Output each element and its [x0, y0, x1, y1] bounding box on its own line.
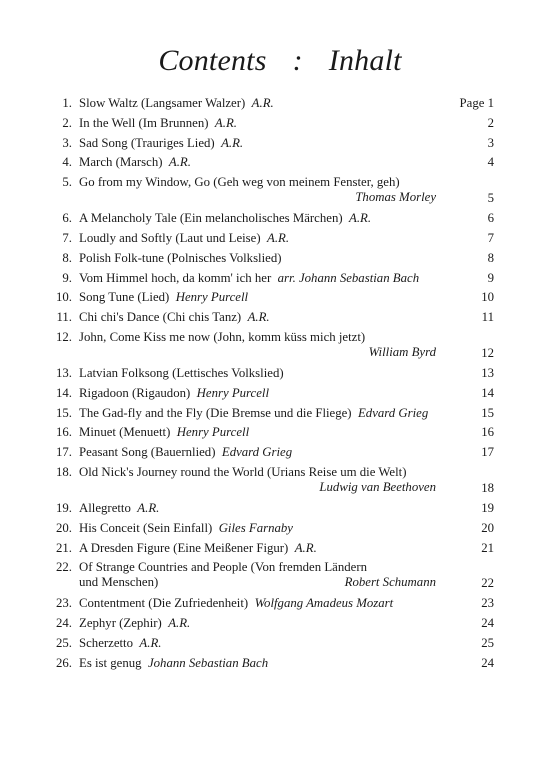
- entry-composer: Henry Purcell: [176, 425, 250, 440]
- entry-text: [79, 175, 400, 190]
- entry-text: [79, 271, 419, 286]
- entry-composer: Edvard Grieg: [357, 405, 429, 420]
- entry-text: [79, 521, 293, 536]
- entry-page-number: Page 1: [459, 96, 494, 110]
- entry-number: 23.: [56, 596, 72, 611]
- entry-title: A Dresden Figure (Eine Meißener Figur): [79, 540, 289, 555]
- toc-entry: [46, 560, 494, 596]
- toc-entry: [46, 310, 494, 330]
- entry-composer: Johann Sebastian Bach: [147, 655, 269, 670]
- entry-page-number: 22: [481, 576, 494, 591]
- toc-entry: [46, 290, 494, 310]
- entry-number: 24.: [56, 616, 72, 631]
- entry-title: March (Marsch): [79, 155, 163, 170]
- toc-entry: [46, 616, 494, 636]
- entry-page-number: 18: [481, 480, 494, 495]
- entry-text: [79, 406, 428, 421]
- toc-entry: [46, 445, 494, 465]
- entry-title: Polish Folk-tune (Polnisches Volkslied): [79, 250, 282, 265]
- entry-page-number: 21: [481, 540, 494, 555]
- entry-text: [79, 366, 284, 381]
- entry-page-number: 11: [481, 310, 494, 325]
- toc-entry: [46, 136, 494, 156]
- entry-composer: A.R.: [247, 310, 270, 325]
- entry-title: Loudly and Softly (Laut und Leise): [79, 230, 261, 245]
- toc-entry: [46, 211, 494, 231]
- entry-number: 16.: [56, 425, 72, 440]
- entry-composer: A.R.: [168, 155, 191, 170]
- entry-number: 20.: [56, 520, 72, 535]
- entry-page-number: 15: [481, 405, 494, 420]
- entry-text: [79, 251, 282, 266]
- entry-text: [79, 96, 274, 111]
- entry-number: 14.: [56, 385, 72, 400]
- toc-entry: [46, 596, 494, 616]
- entry-title: His Conceit (Sein Einfall): [79, 520, 213, 535]
- toc-entry: [46, 541, 494, 561]
- toc-entry: [46, 271, 494, 291]
- entry-text: [79, 310, 270, 325]
- entry-number: 13.: [56, 365, 72, 380]
- entry-text: [79, 465, 406, 480]
- page-title: [0, 44, 560, 78]
- entry-number: 17.: [56, 445, 72, 460]
- toc-entry: [46, 465, 494, 501]
- entry-title: Old Nick's Journey round the World (Urians Reise um die Welt): [79, 464, 407, 479]
- toc-entry: [46, 425, 494, 445]
- entry-page-number: 3: [487, 135, 494, 150]
- entry-composer: A.R.: [267, 230, 290, 245]
- toc-entry: [46, 231, 494, 251]
- entry-text: [79, 231, 289, 246]
- entry-title: Of Strange Countries and People (Von fremden Ländern: [79, 560, 367, 575]
- toc-entry: [46, 155, 494, 175]
- entry-page-number: 2: [487, 115, 494, 130]
- entry-composer: Giles Farnaby: [218, 520, 293, 535]
- entry-composer: A.R.: [251, 96, 274, 110]
- entry-title-continued: und Menschen): [79, 575, 159, 590]
- entry-page-number: 20: [481, 520, 494, 535]
- entry-number: 2.: [62, 115, 72, 130]
- entry-text: [79, 290, 248, 305]
- entry-composer: Henry Purcell: [175, 290, 249, 305]
- entry-number: 10.: [56, 290, 72, 305]
- entry-text: [79, 136, 243, 151]
- entry-number: 7.: [62, 230, 72, 245]
- entry-composer: Thomas Morley: [355, 190, 436, 205]
- entry-composer: Robert Schumann: [344, 575, 436, 590]
- entry-number: 3.: [62, 135, 72, 150]
- toc-entry: [46, 501, 494, 521]
- entry-title: Es ist genug: [79, 655, 142, 670]
- entry-page-number: 6: [487, 211, 494, 226]
- entry-page-number: 23: [481, 596, 494, 611]
- entry-page-number: 10: [481, 290, 494, 305]
- title-german: Inhalt: [328, 44, 402, 77]
- entry-number: 19.: [56, 500, 72, 515]
- entry-title: John, Come Kiss me now (John, komm küss mich jetzt): [79, 329, 366, 344]
- entry-title: Song Tune (Lied): [79, 290, 170, 305]
- entry-text: [79, 501, 159, 516]
- entry-number: 22.: [56, 560, 72, 575]
- entry-text: [79, 656, 268, 671]
- entry-title: Rigadoon (Rigaudon): [79, 385, 191, 400]
- entry-number: 1.: [62, 96, 72, 110]
- toc-entry: [46, 406, 494, 426]
- entry-page-number: 12: [481, 345, 494, 360]
- entry-text: [79, 445, 292, 460]
- entry-text: [79, 636, 161, 651]
- entry-text: [79, 596, 393, 611]
- entry-number: 9.: [62, 270, 72, 285]
- entry-title: Peasant Song (Bauernlied): [79, 445, 216, 460]
- entry-composer: A.R.: [137, 500, 160, 515]
- entry-page-number: 24: [481, 655, 494, 670]
- entry-number: 15.: [56, 405, 72, 420]
- toc-entry: [46, 366, 494, 386]
- toc-entry: [46, 251, 494, 271]
- entry-composer: William Byrd: [368, 344, 436, 359]
- entry-title: Chi chi's Dance (Chi chis Tanz): [79, 310, 242, 325]
- entry-number: 5.: [62, 175, 72, 190]
- entry-composer: Edvard Grieg: [221, 445, 293, 460]
- toc-entry: [46, 656, 494, 676]
- entry-composer: arr. Johann Sebastian Bach: [277, 270, 420, 285]
- contents-list: [46, 96, 494, 676]
- entry-title: Scherzetto: [79, 635, 134, 650]
- entry-number: 12.: [56, 329, 72, 344]
- entry-composer: A.R.: [349, 211, 372, 226]
- entry-title: A Melancholy Tale (Ein melancholisches Märchen): [79, 211, 343, 226]
- entry-composer: A.R.: [294, 540, 317, 555]
- entry-page-number: 5: [487, 191, 494, 206]
- entry-number: 25.: [56, 635, 72, 650]
- entry-title: Go from my Window, Go (Geh weg von meinem Fenster, geh): [79, 175, 400, 190]
- toc-entry: [46, 386, 494, 406]
- entry-text: [79, 330, 365, 345]
- entry-number: 8.: [62, 250, 72, 265]
- entry-title: In the Well (Im Brunnen): [79, 115, 209, 130]
- entry-page-number: 17: [481, 445, 494, 460]
- entry-title: Sad Song (Trauriges Lied): [79, 135, 215, 150]
- entry-page-number: 16: [481, 425, 494, 440]
- toc-entry: [46, 116, 494, 136]
- entry-text: [79, 541, 317, 556]
- toc-entry: [46, 330, 494, 366]
- toc-entry: [46, 96, 494, 116]
- entry-page-number: 8: [487, 250, 494, 265]
- entry-title: Allegretto: [79, 500, 131, 515]
- entry-title: Contentment (Die Zufriedenheit): [79, 596, 249, 611]
- entry-title: Zephyr (Zephir): [79, 616, 162, 631]
- entry-title: Latvian Folksong (Lettisches Volkslied): [79, 365, 284, 380]
- entry-page-number: 13: [481, 365, 494, 380]
- entry-title: Minuet (Menuett): [79, 425, 171, 440]
- toc-entry: [46, 521, 494, 541]
- entry-page-number: 25: [481, 635, 494, 650]
- title-separator: :: [292, 44, 303, 77]
- entry-composer: A.R.: [214, 115, 237, 130]
- entry-text: [79, 560, 367, 575]
- entry-composer: A.R.: [168, 616, 191, 631]
- entry-composer: Henry Purcell: [196, 385, 270, 400]
- entry-text: [79, 616, 190, 631]
- entry-text: [79, 116, 237, 131]
- entry-title: Vom Himmel hoch, da komm' ich her: [79, 270, 272, 285]
- entry-composer: Ludwig van Beethoven: [319, 479, 436, 494]
- entry-page-number: 19: [481, 500, 494, 515]
- entry-number: 26.: [56, 655, 72, 670]
- entry-text: [79, 211, 371, 226]
- entry-text: [79, 425, 249, 440]
- entry-page-number: 24: [481, 616, 494, 631]
- entry-number: 6.: [62, 211, 72, 226]
- entry-page-number: 7: [487, 230, 494, 245]
- entry-composer: A.R.: [221, 135, 244, 150]
- entry-composer: Wolfgang Amadeus Mozart: [254, 596, 394, 611]
- entry-page-number: 14: [481, 385, 494, 400]
- toc-entry: [46, 175, 494, 211]
- entry-text: [79, 155, 191, 170]
- entry-page-number: 4: [487, 155, 494, 170]
- entry-title: Slow Waltz (Langsamer Walzer): [79, 96, 246, 110]
- entry-composer: A.R.: [139, 635, 162, 650]
- entry-number: 11.: [56, 310, 72, 325]
- entry-number: 4.: [62, 155, 72, 170]
- title-english: Contents: [158, 44, 267, 77]
- entry-text: [79, 386, 269, 401]
- entry-number: 21.: [56, 540, 72, 555]
- toc-entry: [46, 636, 494, 656]
- entry-page-number: 9: [487, 270, 494, 285]
- entry-number: 18.: [56, 464, 72, 479]
- entry-title: The Gad-fly and the Fly (Die Bremse und die Fliege): [79, 405, 352, 420]
